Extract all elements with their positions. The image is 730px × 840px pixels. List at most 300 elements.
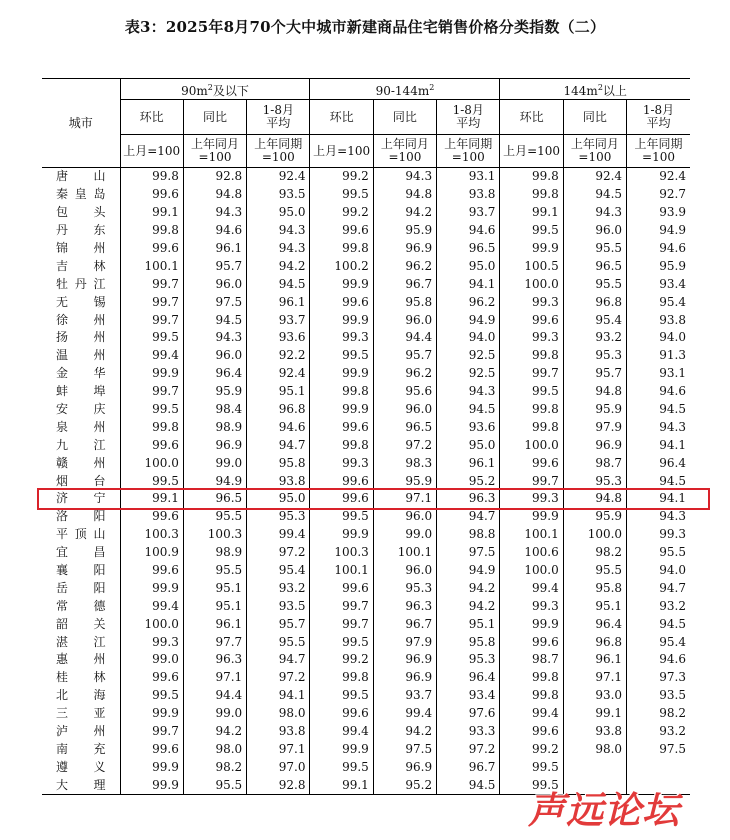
group-header-small: $90m^2$及以下 bbox=[120, 79, 310, 100]
index-value: 94.0 bbox=[659, 330, 686, 345]
index-value: 93.5 bbox=[659, 688, 686, 703]
index-value: 99.9 bbox=[120, 705, 183, 723]
index-value: 100.0 bbox=[500, 562, 563, 580]
index-value: 95.4 bbox=[659, 634, 686, 649]
index-value: 96.1 bbox=[183, 240, 246, 258]
city-name: 平顶山 bbox=[42, 526, 120, 544]
index-value: 94.5 bbox=[659, 402, 686, 417]
index-value: 100.0 bbox=[120, 454, 183, 472]
index-value: 94.1 bbox=[247, 687, 310, 705]
index-value: 97.9 bbox=[373, 633, 436, 651]
index-value: 99.8 bbox=[500, 669, 563, 687]
index-value: 96.7 bbox=[437, 758, 500, 776]
index-value: 99.6 bbox=[120, 240, 183, 258]
index-value: 93.2 bbox=[563, 329, 626, 347]
index-value: 96.1 bbox=[563, 651, 626, 669]
index-value: 93.1 bbox=[659, 366, 686, 381]
city-name: 烟台 bbox=[42, 472, 120, 490]
index-value: 94.6 bbox=[659, 241, 686, 255]
city-name: 洛阳 bbox=[42, 508, 120, 526]
table-row bbox=[42, 687, 690, 705]
index-value: 93.6 bbox=[437, 418, 500, 436]
index-value: 95.0 bbox=[247, 490, 310, 508]
index-value: 94.4 bbox=[373, 329, 436, 347]
index-value: 99.9 bbox=[310, 741, 373, 759]
city-name: 吉林 bbox=[42, 257, 120, 275]
city-name: 湛江 bbox=[42, 633, 120, 651]
index-value: 96.0 bbox=[183, 347, 246, 365]
index-value: 98.0 bbox=[247, 705, 310, 723]
index-value: 95.3 bbox=[247, 508, 310, 526]
index-value: 95.1 bbox=[247, 383, 310, 401]
index-value: 95.9 bbox=[373, 222, 436, 240]
index-value: 99.6 bbox=[310, 472, 373, 490]
city-name: 无锡 bbox=[42, 293, 120, 311]
index-value: 94.9 bbox=[437, 311, 500, 329]
index-value: 99.5 bbox=[310, 347, 373, 365]
index-value: 99.2 bbox=[310, 168, 373, 186]
index-value: 94.5 bbox=[183, 311, 246, 329]
index-value: 96.5 bbox=[437, 240, 500, 258]
index-value: 94.1 bbox=[659, 437, 686, 452]
city-name: 赣州 bbox=[42, 454, 120, 472]
index-value: 99.7 bbox=[310, 597, 373, 615]
index-value: 99.4 bbox=[310, 723, 373, 741]
index-value: 95.3 bbox=[437, 651, 500, 669]
table-row bbox=[42, 579, 690, 597]
index-value: 94.5 bbox=[659, 473, 686, 488]
index-value: 99.6 bbox=[120, 669, 183, 687]
city-name: 宜昌 bbox=[42, 544, 120, 562]
index-value: 100.3 bbox=[310, 544, 373, 562]
index-value: 99.7 bbox=[310, 615, 373, 633]
index-value: 96.9 bbox=[373, 669, 436, 687]
index-value: 94.6 bbox=[247, 418, 310, 436]
index-value: 92.2 bbox=[247, 347, 310, 365]
index-value: 94.5 bbox=[659, 616, 686, 631]
index-value: 99.9 bbox=[120, 579, 183, 597]
index-value: 94.6 bbox=[437, 222, 500, 240]
table-row bbox=[42, 436, 690, 454]
index-value: 93.8 bbox=[247, 472, 310, 490]
table-title: 表3：2025年8月70个大中城市新建商品住宅销售价格分类指数（二） bbox=[124, 18, 606, 36]
index-value: 95.4 bbox=[247, 562, 310, 580]
table-row bbox=[42, 651, 690, 669]
index-value: 99.0 bbox=[120, 651, 183, 669]
index-value: 94.2 bbox=[437, 579, 500, 597]
index-value: 94.6 bbox=[659, 652, 686, 667]
index-value: 96.9 bbox=[373, 758, 436, 776]
index-value: 99.5 bbox=[310, 186, 373, 204]
index-value: 99.5 bbox=[120, 329, 183, 347]
index-value: 93.2 bbox=[659, 724, 686, 739]
index-value: 94.1 bbox=[437, 275, 500, 293]
index-value: 96.5 bbox=[183, 490, 246, 508]
index-value: 99.9 bbox=[310, 401, 373, 419]
group-header-large: $144m^2$以上 bbox=[500, 79, 690, 100]
index-value: 96.0 bbox=[373, 311, 436, 329]
index-value: 100.0 bbox=[120, 615, 183, 633]
index-value: 99.8 bbox=[310, 669, 373, 687]
index-value: 97.5 bbox=[373, 741, 436, 759]
index-value: 99.6 bbox=[500, 454, 563, 472]
index-value: 99.1 bbox=[500, 204, 563, 222]
price-index-table bbox=[42, 78, 690, 795]
index-value: 95.3 bbox=[373, 579, 436, 597]
table-row bbox=[42, 597, 690, 615]
index-value: 97.9 bbox=[563, 418, 626, 436]
index-value: 94.3 bbox=[247, 222, 310, 240]
index-value: 99.9 bbox=[500, 615, 563, 633]
index-value: 96.0 bbox=[563, 222, 626, 240]
index-value: 94.4 bbox=[183, 687, 246, 705]
index-value: 94.7 bbox=[437, 508, 500, 526]
index-value: 99.3 bbox=[310, 329, 373, 347]
index-value: 95.9 bbox=[373, 472, 436, 490]
index-value: 94.2 bbox=[373, 723, 436, 741]
city-name: 锦州 bbox=[42, 240, 120, 258]
city-name: 唐山 bbox=[42, 168, 120, 186]
index-value: 94.7 bbox=[247, 436, 310, 454]
index-value: 99.6 bbox=[120, 436, 183, 454]
table-row bbox=[42, 526, 690, 544]
table-row bbox=[42, 633, 690, 651]
index-value: 96.7 bbox=[373, 615, 436, 633]
index-value: 99.8 bbox=[120, 418, 183, 436]
index-value: 93.5 bbox=[247, 186, 310, 204]
subheader-1-0: 环比 bbox=[310, 100, 373, 135]
index-value: 94.3 bbox=[373, 168, 436, 186]
index-value: 99.7 bbox=[120, 293, 183, 311]
city-name: 襄阳 bbox=[42, 562, 120, 580]
table-row bbox=[42, 490, 690, 508]
index-value: 95.0 bbox=[437, 257, 500, 275]
index-value: 94.8 bbox=[373, 186, 436, 204]
table-row bbox=[42, 204, 690, 222]
index-value: 96.2 bbox=[373, 365, 436, 383]
index-value: 93.0 bbox=[563, 687, 626, 705]
index-value: 97.1 bbox=[563, 669, 626, 687]
index-value: 97.7 bbox=[183, 633, 246, 651]
index-value: 99.6 bbox=[310, 293, 373, 311]
city-name: 蚌埠 bbox=[42, 383, 120, 401]
subheader-2-2: 1-8月 平均 bbox=[627, 100, 690, 135]
index-value: 96.4 bbox=[563, 615, 626, 633]
index-value: 99.3 bbox=[500, 490, 563, 508]
city-name: 九江 bbox=[42, 436, 120, 454]
index-value: 96.8 bbox=[563, 633, 626, 651]
table-row bbox=[42, 257, 690, 275]
index-value: 97.3 bbox=[659, 670, 686, 685]
city-name: 济宁 bbox=[42, 490, 120, 508]
index-value: 99.8 bbox=[120, 222, 183, 240]
subheader-0-2: 1-8月 平均 bbox=[247, 100, 310, 135]
index-value: 95.2 bbox=[437, 472, 500, 490]
index-value: 99.5 bbox=[120, 687, 183, 705]
index-value: 96.3 bbox=[373, 597, 436, 615]
index-value: 99.1 bbox=[120, 490, 183, 508]
index-value: 98.3 bbox=[373, 454, 436, 472]
index-value: 100.2 bbox=[310, 257, 373, 275]
index-value bbox=[563, 758, 626, 776]
index-value: 99.9 bbox=[310, 275, 373, 293]
index-value: 94.6 bbox=[659, 384, 686, 399]
index-value: 93.2 bbox=[659, 598, 686, 613]
index-value: 96.0 bbox=[373, 508, 436, 526]
index-value: 96.1 bbox=[437, 454, 500, 472]
index-value: 100.3 bbox=[183, 526, 246, 544]
index-value: 96.4 bbox=[437, 669, 500, 687]
index-value: 95.9 bbox=[563, 508, 626, 526]
city-name: 三亚 bbox=[42, 705, 120, 723]
index-value: 99.8 bbox=[310, 436, 373, 454]
basis-header-1-0: 上月=100 bbox=[310, 135, 373, 168]
index-value: 95.5 bbox=[563, 240, 626, 258]
index-value: 97.6 bbox=[437, 705, 500, 723]
index-value: 99.1 bbox=[120, 204, 183, 222]
city-name: 泉州 bbox=[42, 418, 120, 436]
city-name: 包头 bbox=[42, 204, 120, 222]
index-value: 99.6 bbox=[500, 633, 563, 651]
subheader-0-1: 同比 bbox=[183, 100, 246, 135]
index-value: 95.5 bbox=[247, 633, 310, 651]
city-name: 温州 bbox=[42, 347, 120, 365]
index-value: 94.8 bbox=[563, 490, 626, 508]
index-value: 99.4 bbox=[500, 705, 563, 723]
index-value: 96.9 bbox=[373, 240, 436, 258]
table-row bbox=[42, 723, 690, 741]
index-value: 96.8 bbox=[563, 293, 626, 311]
index-value: 95.3 bbox=[563, 347, 626, 365]
basis-header-1-1: 上年同月 =100 bbox=[373, 135, 436, 168]
index-value: 95.6 bbox=[373, 383, 436, 401]
subheader-1-1: 同比 bbox=[373, 100, 436, 135]
index-value: 94.9 bbox=[659, 223, 686, 238]
index-value: 91.3 bbox=[659, 348, 686, 363]
index-value: 92.4 bbox=[563, 168, 626, 186]
subheader-2-0: 环比 bbox=[500, 100, 563, 135]
city-name: 南充 bbox=[42, 741, 120, 759]
index-value: 99.7 bbox=[500, 365, 563, 383]
index-value: 93.8 bbox=[659, 312, 686, 327]
city-name: 安庆 bbox=[42, 401, 120, 419]
index-value: 99.1 bbox=[563, 705, 626, 723]
basis-header-1-2: 上年同期 =100 bbox=[437, 135, 500, 168]
index-value: 97.0 bbox=[247, 758, 310, 776]
index-value: 99.0 bbox=[183, 454, 246, 472]
index-value: 95.5 bbox=[659, 545, 686, 560]
table-row bbox=[42, 168, 690, 186]
index-value: 99.6 bbox=[500, 723, 563, 741]
table-row bbox=[42, 758, 690, 776]
table-row bbox=[42, 472, 690, 490]
index-value: 97.1 bbox=[373, 490, 436, 508]
index-value: 94.3 bbox=[659, 419, 686, 434]
index-value: 99.5 bbox=[310, 508, 373, 526]
index-value: 99.8 bbox=[310, 240, 373, 258]
index-value: 99.3 bbox=[659, 527, 686, 542]
city-name: 韶关 bbox=[42, 615, 120, 633]
index-value: 95.7 bbox=[247, 615, 310, 633]
index-value: 96.4 bbox=[659, 455, 686, 470]
index-value: 94.5 bbox=[437, 401, 500, 419]
index-value: 94.2 bbox=[437, 597, 500, 615]
city-name: 秦皇岛 bbox=[42, 186, 120, 204]
index-value: 92.8 bbox=[247, 776, 310, 794]
index-value: 98.4 bbox=[183, 401, 246, 419]
index-value: 99.8 bbox=[500, 186, 563, 204]
city-name: 金华 bbox=[42, 365, 120, 383]
index-value: 99.5 bbox=[120, 401, 183, 419]
index-value: 94.7 bbox=[247, 651, 310, 669]
index-value: 99.6 bbox=[500, 311, 563, 329]
index-value: 97.5 bbox=[659, 741, 686, 756]
index-value: 94.9 bbox=[183, 472, 246, 490]
index-value: 99.6 bbox=[120, 562, 183, 580]
index-value: 94.3 bbox=[437, 383, 500, 401]
index-value: 95.3 bbox=[563, 472, 626, 490]
index-value: 99.2 bbox=[310, 204, 373, 222]
index-value: 99.8 bbox=[500, 401, 563, 419]
index-value: 96.8 bbox=[247, 401, 310, 419]
index-value: 95.5 bbox=[183, 508, 246, 526]
index-value: 99.4 bbox=[120, 347, 183, 365]
index-value: 94.2 bbox=[373, 204, 436, 222]
group-header-medium: $90-144m^2$ bbox=[310, 79, 500, 100]
index-value: 95.9 bbox=[183, 383, 246, 401]
index-value: 93.2 bbox=[247, 579, 310, 597]
index-value: 99.9 bbox=[310, 365, 373, 383]
index-value: 95.8 bbox=[563, 579, 626, 597]
index-value: 99.9 bbox=[120, 776, 183, 794]
index-value: 94.5 bbox=[247, 275, 310, 293]
index-value: 99.3 bbox=[310, 454, 373, 472]
index-value: 94.2 bbox=[183, 723, 246, 741]
index-value: 96.4 bbox=[183, 365, 246, 383]
table-row bbox=[42, 741, 690, 759]
index-value: 99.5 bbox=[310, 687, 373, 705]
basis-header-2-1: 上年同月 =100 bbox=[563, 135, 626, 168]
index-value: 100.1 bbox=[310, 562, 373, 580]
index-value: 99.4 bbox=[247, 526, 310, 544]
city-name: 北海 bbox=[42, 687, 120, 705]
table-row bbox=[42, 383, 690, 401]
index-value: 99.8 bbox=[500, 168, 563, 186]
watermark-logo: 声远论坛 bbox=[528, 789, 680, 832]
index-value: 99.8 bbox=[500, 687, 563, 705]
index-value: 99.9 bbox=[500, 240, 563, 258]
index-value: 100.9 bbox=[120, 544, 183, 562]
city-name: 常德 bbox=[42, 597, 120, 615]
index-value: 100.0 bbox=[500, 275, 563, 293]
table-row bbox=[42, 705, 690, 723]
table-row bbox=[42, 293, 690, 311]
index-value: 95.9 bbox=[563, 401, 626, 419]
index-value: 94.3 bbox=[183, 204, 246, 222]
index-value: 99.6 bbox=[310, 222, 373, 240]
index-value: 95.7 bbox=[373, 347, 436, 365]
basis-header-0-0: 上月=100 bbox=[120, 135, 183, 168]
index-value: 100.0 bbox=[500, 436, 563, 454]
index-value: 93.4 bbox=[437, 687, 500, 705]
city-name: 丹东 bbox=[42, 222, 120, 240]
index-value: 92.5 bbox=[437, 365, 500, 383]
index-value: 99.6 bbox=[310, 705, 373, 723]
index-value: 95.1 bbox=[437, 615, 500, 633]
index-value: 96.9 bbox=[563, 436, 626, 454]
index-value: 99.9 bbox=[310, 311, 373, 329]
index-value: 94.2 bbox=[247, 257, 310, 275]
table-row bbox=[42, 311, 690, 329]
index-value: 95.8 bbox=[373, 293, 436, 311]
index-value: 96.1 bbox=[183, 615, 246, 633]
index-value: 99.5 bbox=[500, 222, 563, 240]
basis-header-2-2: 上年同期 =100 bbox=[627, 135, 690, 168]
table-row bbox=[42, 508, 690, 526]
index-value: 95.1 bbox=[563, 597, 626, 615]
index-value: 94.0 bbox=[659, 563, 686, 578]
index-value: 95.9 bbox=[659, 258, 686, 273]
index-value: 99.7 bbox=[120, 275, 183, 293]
table-row bbox=[42, 562, 690, 580]
index-value: 97.2 bbox=[437, 741, 500, 759]
index-value: 95.7 bbox=[563, 365, 626, 383]
index-value: 100.1 bbox=[120, 257, 183, 275]
index-value: 99.5 bbox=[500, 383, 563, 401]
index-value: 99.1 bbox=[310, 776, 373, 794]
table-row bbox=[42, 275, 690, 293]
index-value: 95.2 bbox=[373, 776, 436, 794]
city-name: 岳阳 bbox=[42, 579, 120, 597]
index-value: 93.6 bbox=[247, 329, 310, 347]
index-value: 99.6 bbox=[120, 741, 183, 759]
index-value: 98.0 bbox=[563, 741, 626, 759]
index-value: 100.1 bbox=[500, 526, 563, 544]
index-value: 94.9 bbox=[437, 562, 500, 580]
index-value: 95.5 bbox=[183, 776, 246, 794]
index-value: 93.7 bbox=[437, 204, 500, 222]
index-value: 92.4 bbox=[659, 169, 686, 184]
index-value: 96.5 bbox=[373, 418, 436, 436]
table-row bbox=[42, 454, 690, 472]
index-value bbox=[627, 758, 690, 776]
index-value: 99.7 bbox=[120, 723, 183, 741]
index-value: 93.4 bbox=[659, 276, 686, 291]
index-value: 93.1 bbox=[437, 168, 500, 186]
city-column-header: 城市 bbox=[42, 79, 120, 168]
index-value: 94.0 bbox=[437, 329, 500, 347]
index-value: 100.5 bbox=[500, 257, 563, 275]
index-value: 99.7 bbox=[120, 383, 183, 401]
index-value: 98.2 bbox=[183, 758, 246, 776]
index-value: 96.9 bbox=[373, 651, 436, 669]
subheader-1-2: 1-8月 平均 bbox=[437, 100, 500, 135]
index-value: 99.3 bbox=[500, 293, 563, 311]
city-name: 泸州 bbox=[42, 723, 120, 741]
index-value: 99.0 bbox=[183, 705, 246, 723]
city-name: 惠州 bbox=[42, 651, 120, 669]
city-name: 遵义 bbox=[42, 758, 120, 776]
city-name: 扬州 bbox=[42, 329, 120, 347]
index-value: 99.6 bbox=[120, 186, 183, 204]
index-value: 99.5 bbox=[500, 758, 563, 776]
index-value: 98.7 bbox=[500, 651, 563, 669]
index-value: 95.1 bbox=[183, 597, 246, 615]
index-value: 99.9 bbox=[120, 758, 183, 776]
index-value: 96.3 bbox=[183, 651, 246, 669]
index-value: 99.2 bbox=[500, 741, 563, 759]
index-value: 99.8 bbox=[310, 383, 373, 401]
